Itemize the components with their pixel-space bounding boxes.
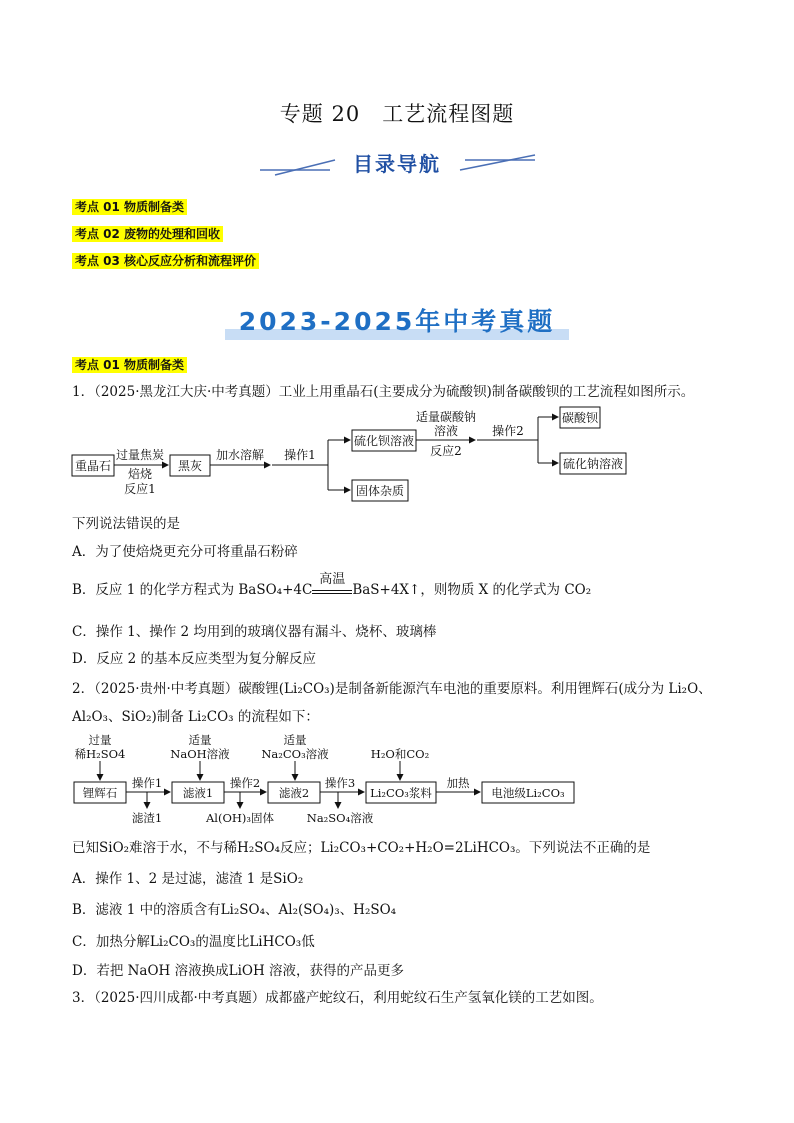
- svg-text:Na₂SO₄溶液: Na₂SO₄溶液: [306, 811, 374, 825]
- svg-text:操作1: 操作1: [284, 448, 316, 462]
- q1-flowchart: [70, 405, 650, 505]
- toc-title: 目录导航: [353, 152, 441, 176]
- svg-text:操作3: 操作3: [324, 776, 356, 790]
- svg-text:稀H₂SO4: 稀H₂SO4: [74, 747, 126, 761]
- svg-text:滤渣1: 滤渣1: [131, 811, 163, 825]
- svg-text:操作2: 操作2: [492, 424, 524, 438]
- svg-text:加水溶解: 加水溶解: [215, 448, 265, 462]
- q1-option-a[interactable]: A．为了使焙烧更充分可将重晶石粉碎: [72, 544, 298, 560]
- section-label: 考点 01 物质制备类: [72, 354, 187, 373]
- svg-text:H₂O和CO₂: H₂O和CO₂: [370, 747, 430, 761]
- q2-stem-line1: 2．（2025·贵州·中考真题）碳酸锂(Li₂CO₃)是制备新能源汽车电池的重要原料。利用锂辉石(成分为 Li₂O、: [72, 681, 712, 697]
- year-banner: [0, 302, 794, 338]
- q1-box-4: 固体杂质: [355, 484, 405, 498]
- svg-text:操作1: 操作1: [131, 776, 163, 790]
- toc-item-1[interactable]: 考点 01 物质制备类: [72, 196, 187, 215]
- q2-box-3: 滤液2: [278, 786, 310, 800]
- svg-text:溶液: 溶液: [433, 424, 459, 438]
- q2-box-4: Li₂CO₃浆料: [370, 786, 432, 800]
- svg-text:过量: 过量: [88, 733, 112, 747]
- q2-flowchart: [70, 730, 590, 830]
- q2-option-b[interactable]: B．滤液 1 中的溶质含有Li₂SO₄、Al₂(SO₄)₃、H₂SO₄: [72, 902, 397, 918]
- svg-text:Na₂CO₃溶液: Na₂CO₃溶液: [261, 747, 329, 761]
- svg-text:反应2: 反应2: [430, 444, 462, 458]
- q2-stem-line2: Al₂O₃、SiO₂)制备 Li₂CO₃ 的流程如下：: [72, 709, 319, 725]
- svg-text:操作2: 操作2: [229, 776, 261, 790]
- svg-text:适量: 适量: [283, 733, 307, 747]
- toc-item-2[interactable]: 考点 02 废物的处理和回收: [72, 223, 223, 242]
- q2-option-c[interactable]: C．加热分解Li₂CO₃的温度比LiHCO₃低: [72, 934, 315, 950]
- year-banner-text: 2023-2025年中考真题: [231, 302, 564, 338]
- q3-stem: 3．（2025·四川成都·中考真题）成都盛产蛇纹石，利用蛇纹石生产氢氧化镁的工艺如图。: [72, 990, 603, 1006]
- q1-stem: 1．（2025·黑龙江大庆·中考真题）工业上用重晶石(主要成分为硫酸钡)制备碳酸钡的工艺流程如图所示。: [72, 384, 695, 400]
- q1-option-d[interactable]: D．反应 2 的基本反应类型为复分解反应: [72, 651, 316, 667]
- toc-item-3[interactable]: 考点 03 核心反应分析和流程评价: [72, 250, 259, 269]
- svg-text:NaOH溶液: NaOH溶液: [170, 747, 230, 761]
- q2-option-d[interactable]: D．若把 NaOH 溶液换成LiOH 溶液，获得的产品更多: [72, 963, 405, 979]
- svg-text:Al(OH)₃固体: Al(OH)₃固体: [205, 811, 275, 825]
- q2-option-a[interactable]: A．操作 1、2 是过滤，滤渣 1 是SiO₂: [72, 871, 304, 887]
- q2-box-5: 电池级Li₂CO₃: [491, 786, 565, 800]
- svg-text:反应1: 反应1: [124, 482, 156, 496]
- q2-box-2: 滤液1: [182, 786, 214, 800]
- q2-box-1: 锂辉石: [82, 786, 118, 800]
- svg-text:过量焦炭: 过量焦炭: [115, 448, 165, 462]
- svg-text:焙烧: 焙烧: [127, 467, 153, 481]
- svg-text:适量碳酸钠: 适量碳酸钠: [415, 410, 477, 424]
- q1-box-6: 硫化钠溶液: [562, 457, 624, 471]
- q1-question: 下列说法错误的是: [72, 516, 180, 532]
- page-title: 专题 20 工艺流程图题: [279, 102, 515, 126]
- q1-box-5: 碳酸钡: [561, 411, 599, 425]
- q1-box-1: 重晶石: [74, 459, 112, 473]
- q1-box-2: 黑灰: [177, 459, 203, 473]
- svg-text:加热: 加热: [446, 776, 470, 790]
- q1-option-c[interactable]: C．操作 1、操作 2 均用到的玻璃仪器有漏斗、烧杯、玻璃棒: [72, 624, 437, 640]
- q1-option-b[interactable]: B．反应 1 的化学方程式为 BaSO₄+4C 高温 BaS+4X↑，则物质 X 的化学式为 CO₂: [72, 572, 592, 598]
- q2-known: 已知SiO₂难溶于水，不与稀H₂SO₄反应；Li₂CO₃+CO₂+H₂O=2LiHCO₃。下列说法不正确的是: [72, 840, 651, 856]
- q1-box-3: 硫化钡溶液: [353, 434, 415, 448]
- svg-text:适量: 适量: [188, 733, 212, 747]
